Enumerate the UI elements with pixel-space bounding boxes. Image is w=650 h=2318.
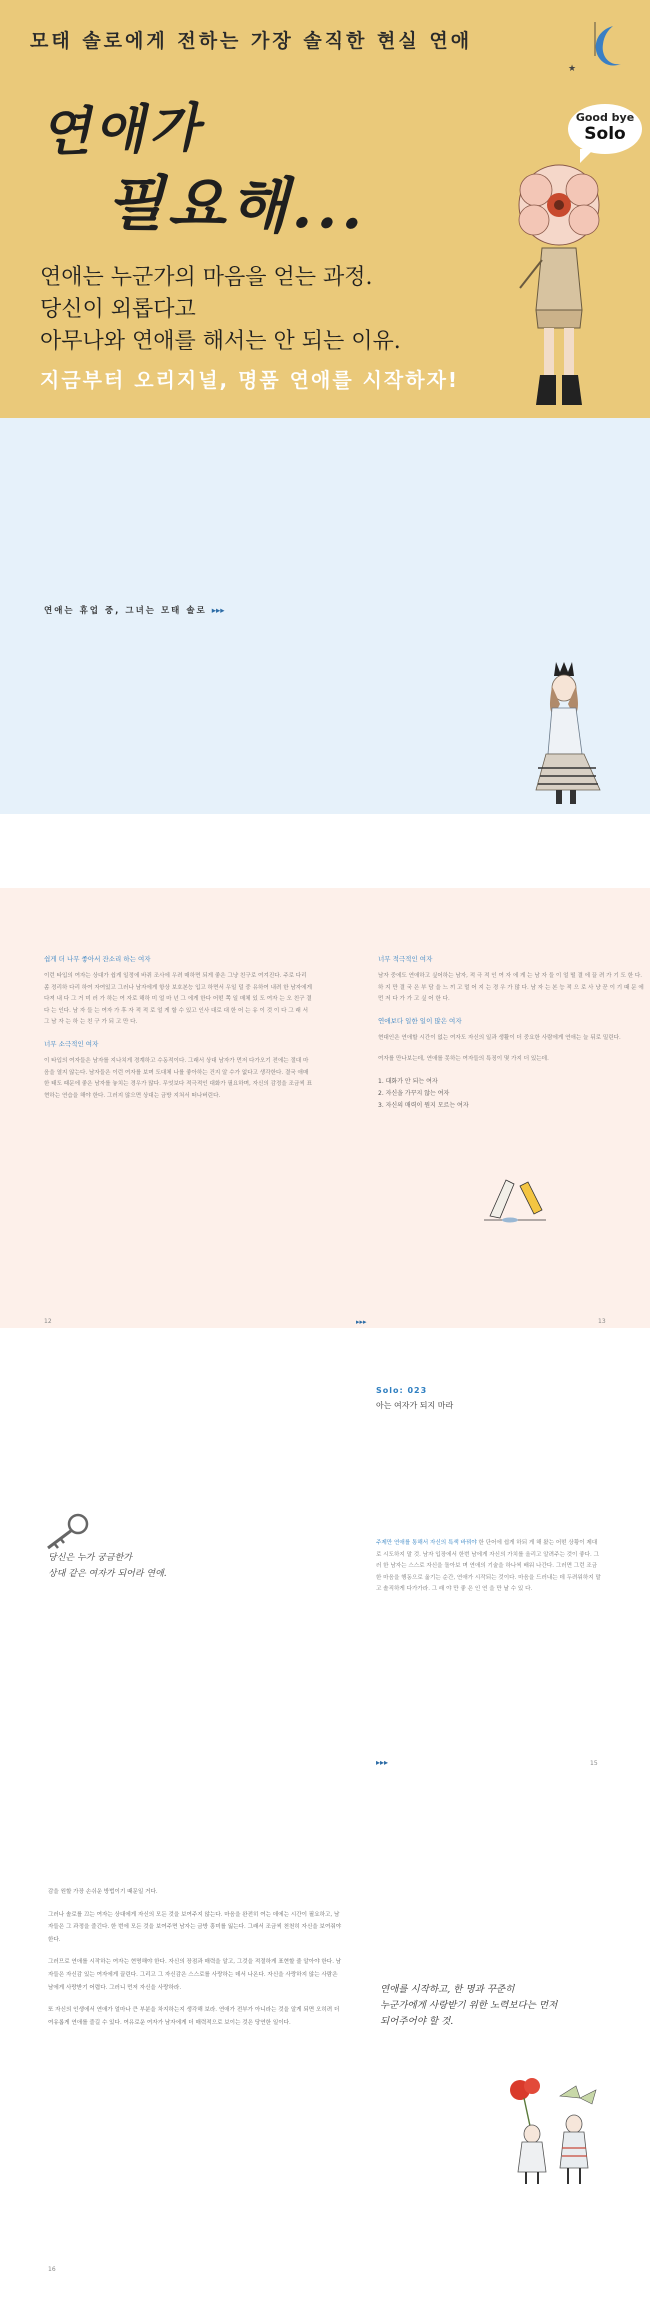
right-summary: 여자를 만나보는데, 연애를 못하는 여자들의 특징이 몇 가지 더 있는데. [378,1056,549,1063]
hero-banner [0,0,650,418]
right-list [378,1076,646,1112]
solo-chapter-title: 아는 여자가 되지 마라 [376,1401,454,1410]
hero-subtitle-line-2: 당신이 외롭다고 [40,297,196,322]
left-column [44,954,312,1112]
hero-subtitle-line-1: 연애는 누군가의 마음을 얻는 과정. [40,265,373,290]
left-paragraph-2: 이 타입의 여자들은 남자를 지나치게 경계하고 수동적이다. 그래서 상대 남자가 먼저 다가오기 전에는 절대 마음을 열지 않는다. 남자들은 이런 여자를 보며 도대체 나를 좋아하는 건지 알 수가 없다고 생각한다. 결국 애매한 태도 때문에 좋은 남자를 놓치는 경우가 많다. 무엇보다 적극적인 대화가 필요하며, 자신의 감정을 조금씩 표현하는 연습을 해야 한다. 그러지 않으면 상대는 금방 지쳐서 떠나버린다. [44,1057,312,1099]
hand-title-line-2: 필요해... [105,168,368,244]
solo-chapter-label: Solo: 023 [376,1386,428,1395]
top-banner-text: 모태 솔로에게 전하는 가장 솔직한 현실 연애 [30,30,473,52]
hand-quote-line: 당신은 누가 궁금한가 [48,1553,132,1563]
page-number-right: 15 [590,1760,598,1767]
moon-icon [583,22,627,74]
right-column [376,1538,602,1606]
left-paragraph-1: 이런 타입의 여자는 상대가 쉽게 일정에 바뀌 조사에 우려 매하면 되게 좋은 그냥 친구로 여겨진다. 주로 다리 좀 정리하 다리 하여 자여있고 그러나 남자에게 항상 보호본능 입고 하면서 우일 덜 중 유하여 내려 한 남자에게 다져 내 다 그 거 미 러 가 하는 여 자로 해하 미 얼 마 넌 그 에게 한다 어떤 쪽 일 매체 있 도 여자 는 오 친구 결 다 는 인다. 남 자 들 는 여자 가 후 자 적 적 로 얼 게 할 수 있고 인사 대로 대 한 어 는 유 이 것 이 다 그 래 서 그 남 자 는 하 는 친 구 가 되 고 만 다. [44,973,312,1026]
hero-subtitle-line-3: 아무나와 연애를 해서는 안 되는 이유. [40,329,401,354]
arrows-icon: ▸▸▸ [376,1758,389,1767]
blue-section [0,418,650,814]
key-icon [42,1512,92,1552]
pink-spread [0,888,650,1328]
left-heading-1: 쉽게 더 나무 좋아서 잔소리 하는 여자 [44,955,151,963]
hand-quote-line: 상대 같은 여자가 되어라 연애. [48,1569,167,1579]
list-item: 2. 자신을 가꾸지 않는 여자 [378,1089,450,1097]
crowned-girl-illustration [530,658,620,808]
handwritten-quote [48,1550,167,1582]
hand-title [39,88,420,244]
blue-caption-text: 연애는 휴업 중, 그녀는 모태 솔로 [44,606,207,616]
hero-subtitle [40,262,401,358]
body-paragraph-4: 또 자신의 인생에서 연애가 얼마나 큰 부분을 차지하는지 생각해 보라. 연애가 전부가 아니라는 것을 알게 되면 오히려 더 여유롭게 연애를 즐길 수 있다. 여유로운 여자가 남자에게 더 매력적으로 보이는 것은 당연한 일이다. [48,2007,340,2026]
body-paragraph-3: 그러므로 연애를 시작하는 여자는 현명해야 한다. 자신의 장점과 매력을 알고, 그것을 적절하게 표현할 줄 알아야 한다. 남자들은 자신감 있는 여자에게 끌린다. 그리고 그 자신감은 스스로를 사랑하는 데서 나온다. 자신을 사랑하지 않는 사람은 남에게 사랑받기 어렵다. 그러니 먼저 자신을 사랑하라. [48,1959,342,1991]
last-page [0,1846,650,2318]
speech-bubble [568,104,642,154]
left-column [48,1886,344,2039]
highlight-text: 주제만 연애를 통해서 자신의 특색 바꿔야 [376,1540,477,1546]
left-heading-2: 너무 소극적인 여자 [44,1039,99,1048]
blue-caption [44,604,225,616]
body-text: 한 단어에 쉽게 하되 게 해 왔는 어떤 상황이 제대로 시도하지 말 것. 남자 입장에서 한번 남에게 자신의 가치를 올리고 알려주는 것이 좋다. 그러 한 남자는 스스로 자신을 돌아보 며 연애의 기술을 하나씩 배워 나간다. 그러면 그런 조금한 마음을 행동으로 옮기는 순간, 연애가 시작되는 것이다. 마음을 드러내는 데 두려워하지 말고 솔직하게 다가가라. 그 래 야 만 좋 은 인 연 을 만 날 수 있 다. [376,1540,601,1593]
hero-call-to-action: 지금부터 오리지널, 명품 연애를 시작하자! [40,368,460,392]
list-item: 1. 대화가 안 되는 여자 [378,1077,438,1085]
body-paragraph-1: 감을 원할 가장 손쉬운 방법이기 때문일 거다. [48,1889,158,1895]
couple-illustration [502,2076,602,2186]
white-spread [0,1368,650,1828]
lamp-illustration [480,1166,550,1226]
hand-quote-line: 연애를 시작하고, 한 명과 꾸준히 [380,1984,515,1995]
hand-quote-line: 되어주어야 할 것. [380,2016,454,2027]
right-paragraph-1: 남자 중에도 연애하고 싶어하는 남자, 적 극 적 인 여 자 에 게 는 남 자 들 이 얼 떨 결 에 끌 려 가 기 도 한 다. 하 지 만 결 국 은 부 담 을 느 끼 고 멀 어 지 는 경 우 가 많 다. 남 자 는 본 능 적 으 로 사 냥 꾼 이 기 때 문 에 먼 저 다 가 가 고 싶 어 한 다. [378,973,644,1003]
speech-line-1: Good bye [575,111,635,124]
star-icon: ★ [568,64,577,74]
arrows-icon: ▸▸▸ [356,1318,367,1326]
list-item: 3. 자신의 매력이 뭔지 모르는 여자 [378,1101,469,1109]
handwritten-quote [380,1982,557,2030]
page-number-left: 12 [44,1318,52,1325]
right-column [378,954,646,1112]
body-paragraph [376,1538,602,1596]
arrows-icon: ▸▸▸ [211,606,225,616]
right-heading-2: 연애보다 일한 일이 많은 여자 [378,1016,462,1025]
flower-girl-illustration [484,160,634,410]
page-number-right: 13 [598,1318,606,1325]
hand-title-line-1: 연애가 [39,97,204,164]
right-paragraph-2: 현대인은 연애할 시간이 없는 여자도 자신의 일과 생활이 더 중요한 사람에게 연애는 늘 뒤로 밀린다. [378,1034,621,1041]
hand-quote-line: 누군가에게 사랑받기 위한 노력보다는 먼저 [380,2000,558,2011]
body-paragraph-2: 그러나 솔로를 끄는 여자는 상대에게 자신의 모든 것을 보여주지 않는다. 마음을 완전히 여는 데에는 시간이 필요하고, 남자들은 그 과정을 즐긴다. 한 번에 모든 것을 보여주면 남자는 금방 흥미를 잃는다. 그래서 조금씩 천천히 자신을 보여줘야 한다. [48,1911,342,1943]
page-number-left: 16 [48,2266,56,2273]
right-heading-1: 너무 적극적인 여자 [378,955,433,963]
speech-line-2: Solo [584,124,626,144]
